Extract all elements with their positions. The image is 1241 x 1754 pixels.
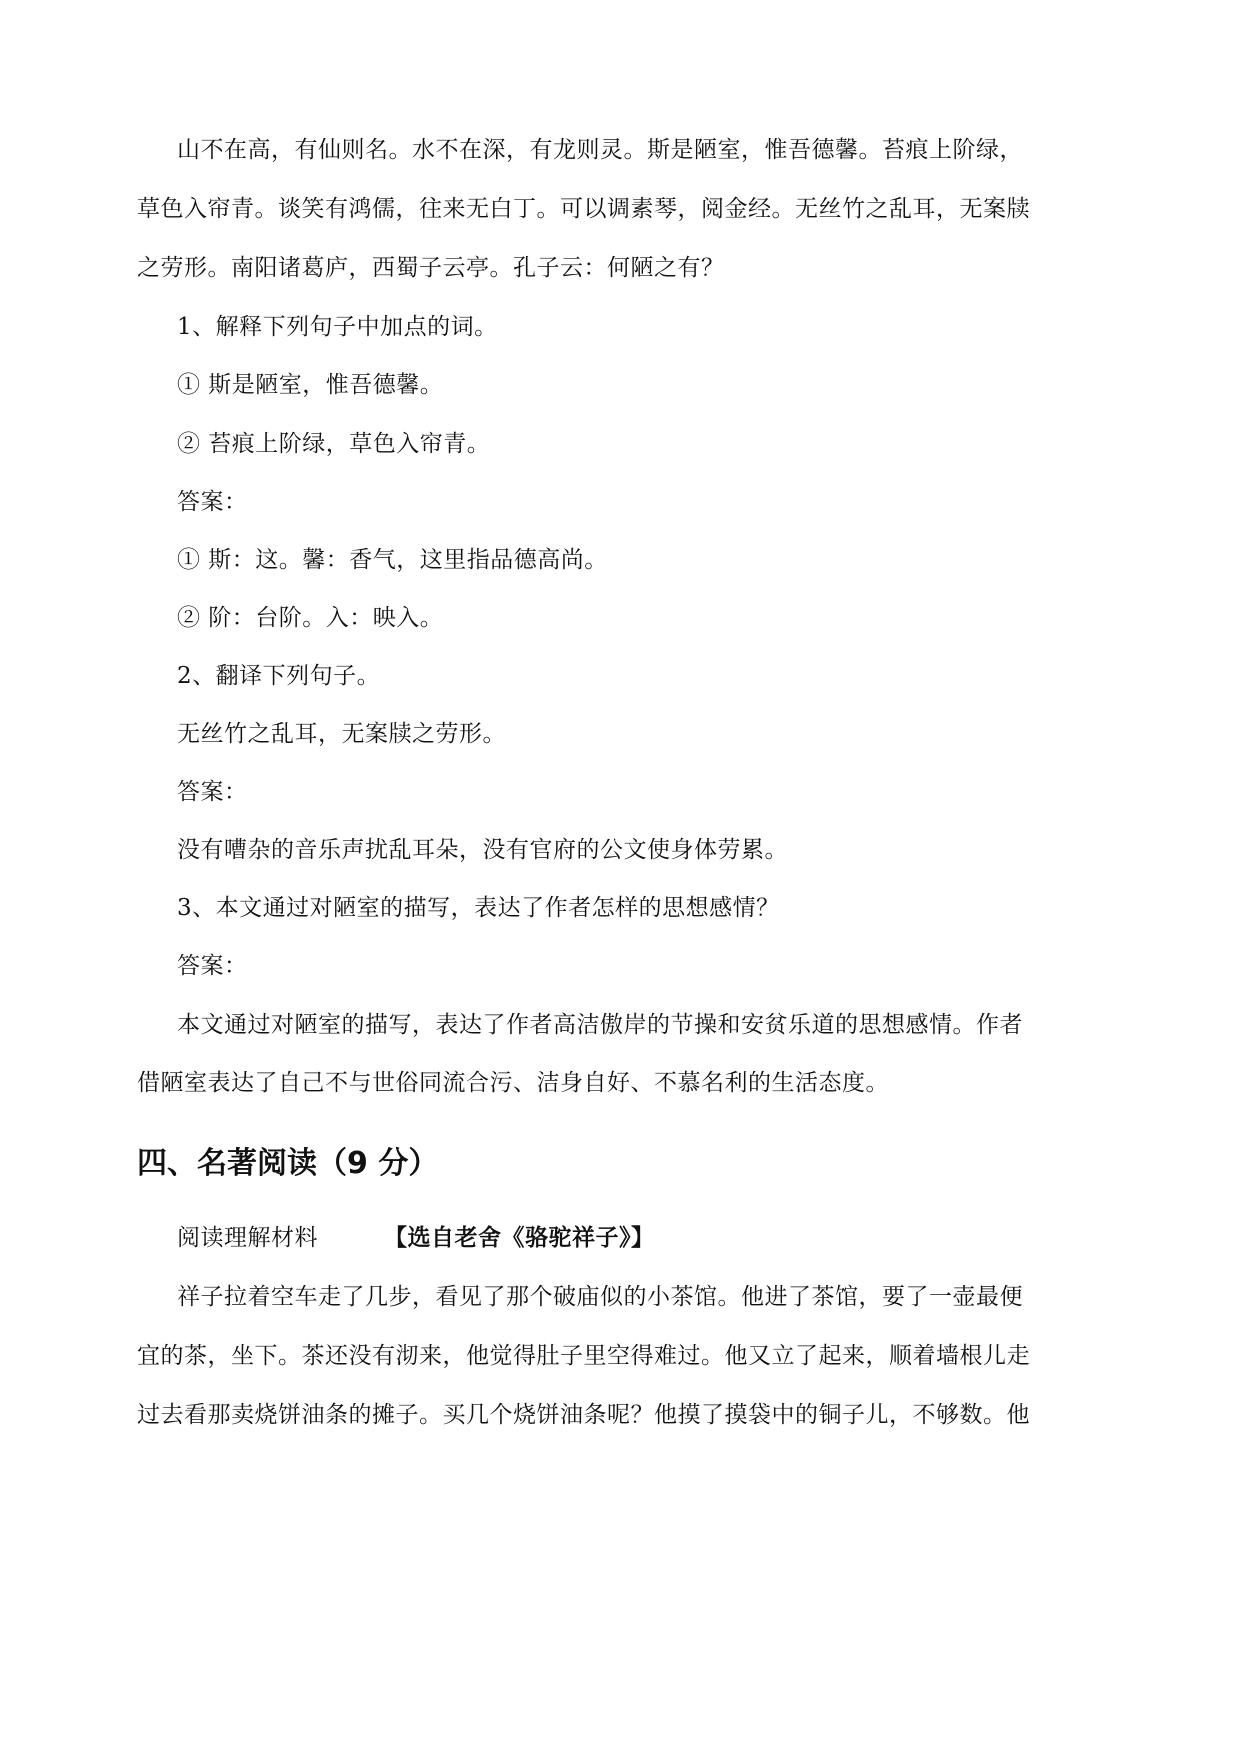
q3-answer-label: 答案：	[177, 953, 248, 979]
material-line	[177, 1223, 655, 1253]
passage-line-3: 之劳形。南阳诸葛庐，西蜀子云亭。孔子云：何陋之有？	[137, 255, 725, 281]
excerpt-line-2: 宜的茶，坐下。茶还没有沏来，他觉得肚子里空得难过。他又立了起来，顺着墙根儿走	[137, 1343, 1030, 1369]
material-source: 【选自老舍《骆驼祥子》】	[384, 1224, 655, 1251]
q3-answer-line-2: 借陋室表达了自己不与世俗同流合污、洁身自好、不慕名利的生活态度。	[137, 1070, 889, 1096]
q2-answer-label: 答案：	[177, 779, 248, 805]
material-label: 阅读理解材料	[177, 1225, 318, 1251]
q1-answer-label: 答案：	[177, 489, 248, 515]
q3-answer-line-1: 本文通过对陋室的描写，表达了作者高洁傲岸的节操和安贫乐道的思想感情。作者	[177, 1012, 1023, 1038]
q1-prompt: 1、解释下列句子中加点的词。	[177, 314, 498, 340]
q1-item-2: ② 苔痕上阶绿，草色入帘青。	[177, 431, 491, 457]
q1-answer-2: ② 阶：台阶。入：映入。	[177, 605, 444, 631]
passage-line-2: 草色入帘青。谈笑有鸿儒，往来无白丁。可以调素琴，阅金经。无丝竹之乱耳，无案牍	[137, 196, 1030, 222]
q3-prompt: 3、本文通过对陋室的描写，表达了作者怎样的思想感情？	[177, 895, 780, 921]
excerpt-line-3: 过去看那卖烧饼油条的摊子。买几个烧饼油条呢？他摸了摸袋中的铜子儿，不够数。他	[137, 1402, 1030, 1428]
q1-answer-1: ① 斯：这。馨：香气，这里指品德高尚。	[177, 547, 608, 573]
passage-line-1: 山不在高，有仙则名。水不在深，有龙则灵。斯是陋室，惟吾德馨。苔痕上阶绿，	[177, 137, 1023, 163]
q1-item-1: ① 斯是陋室，惟吾德馨。	[177, 372, 444, 398]
q2-prompt: 2、翻译下列句子。	[177, 663, 381, 689]
q2-sentence: 无丝竹之乱耳，无案牍之劳形。	[177, 721, 506, 747]
section-heading: 四、名著阅读（9 分）	[137, 1146, 439, 1181]
q2-answer: 没有嘈杂的音乐声扰乱耳朵，没有官府的公文使身体劳累。	[177, 837, 788, 863]
excerpt-line-1: 祥子拉着空车走了几步，看见了那个破庙似的小茶馆。他进了茶馆，要了一壶最便	[177, 1284, 1023, 1310]
